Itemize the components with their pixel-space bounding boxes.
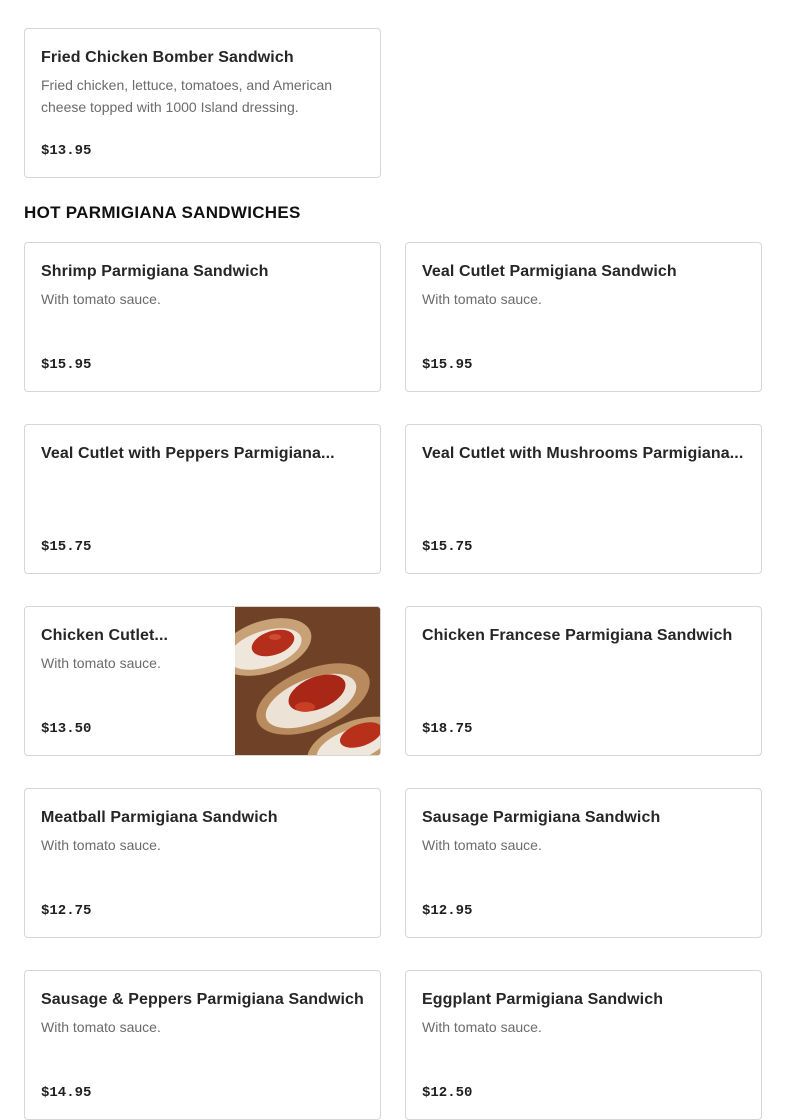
- item-price: $18.75: [422, 721, 473, 737]
- item-price: $15.75: [41, 539, 92, 555]
- item-name: Veal Cutlet with Peppers Parmigiana...: [41, 445, 335, 462]
- item-description: Fried chicken, lettuce, tomatoes, and American cheese topped with 1000 Island dressing.: [41, 77, 333, 115]
- menu-item-card[interactable]: [405, 424, 762, 574]
- item-description: With tomato sauce.: [41, 655, 161, 671]
- item-description: With tomato sauce.: [41, 837, 161, 853]
- sandwich-photo: [235, 607, 380, 755]
- menu-item-card[interactable]: [405, 970, 762, 1120]
- item-description: With tomato sauce.: [422, 291, 542, 307]
- item-price: $12.50: [422, 1085, 473, 1101]
- item-description: With tomato sauce.: [422, 1019, 542, 1035]
- item-price: $15.75: [422, 539, 473, 555]
- sandwich-photo-image: [235, 607, 380, 755]
- item-price: $13.95: [41, 143, 92, 159]
- item-name: Meatball Parmigiana Sandwich: [41, 809, 278, 826]
- menu-item-card[interactable]: [24, 606, 381, 756]
- item-name: Fried Chicken Bomber Sandwich: [41, 49, 294, 66]
- item-name: Sausage Parmigiana Sandwich: [422, 809, 661, 826]
- menu-item-card[interactable]: [24, 424, 381, 574]
- item-price: $12.75: [41, 903, 92, 919]
- item-name: Shrimp Parmigiana Sandwich: [41, 263, 269, 280]
- item-name: Veal Cutlet with Mushrooms Parmigiana...: [422, 445, 744, 462]
- menu-item-card[interactable]: [405, 606, 762, 756]
- item-price: $13.50: [41, 721, 92, 737]
- item-description: With tomato sauce.: [41, 291, 161, 307]
- item-name: Eggplant Parmigiana Sandwich: [422, 991, 664, 1008]
- item-price: $15.95: [422, 357, 473, 373]
- item-price: $12.95: [422, 903, 473, 919]
- menu-item-card[interactable]: [24, 28, 381, 178]
- item-price: $15.95: [41, 357, 92, 373]
- item-description: With tomato sauce.: [41, 1019, 161, 1035]
- item-description: With tomato sauce.: [422, 837, 542, 853]
- menu-item-card[interactable]: [24, 788, 381, 938]
- menu-item-card[interactable]: [24, 242, 381, 392]
- item-price: $14.95: [41, 1085, 92, 1101]
- menu-item-card[interactable]: [405, 788, 762, 938]
- menu-item-card[interactable]: [24, 970, 381, 1120]
- item-name: Chicken Cutlet...: [41, 627, 169, 644]
- menu-item-card[interactable]: [405, 242, 762, 392]
- section-title: HOT PARMIGIANA SANDWICHES: [24, 203, 301, 222]
- item-name: Chicken Francese Parmigiana Sandwich: [422, 627, 733, 644]
- item-name: Veal Cutlet Parmigiana Sandwich: [422, 263, 677, 280]
- item-name: Sausage & Peppers Parmigiana Sandwich: [41, 991, 364, 1008]
